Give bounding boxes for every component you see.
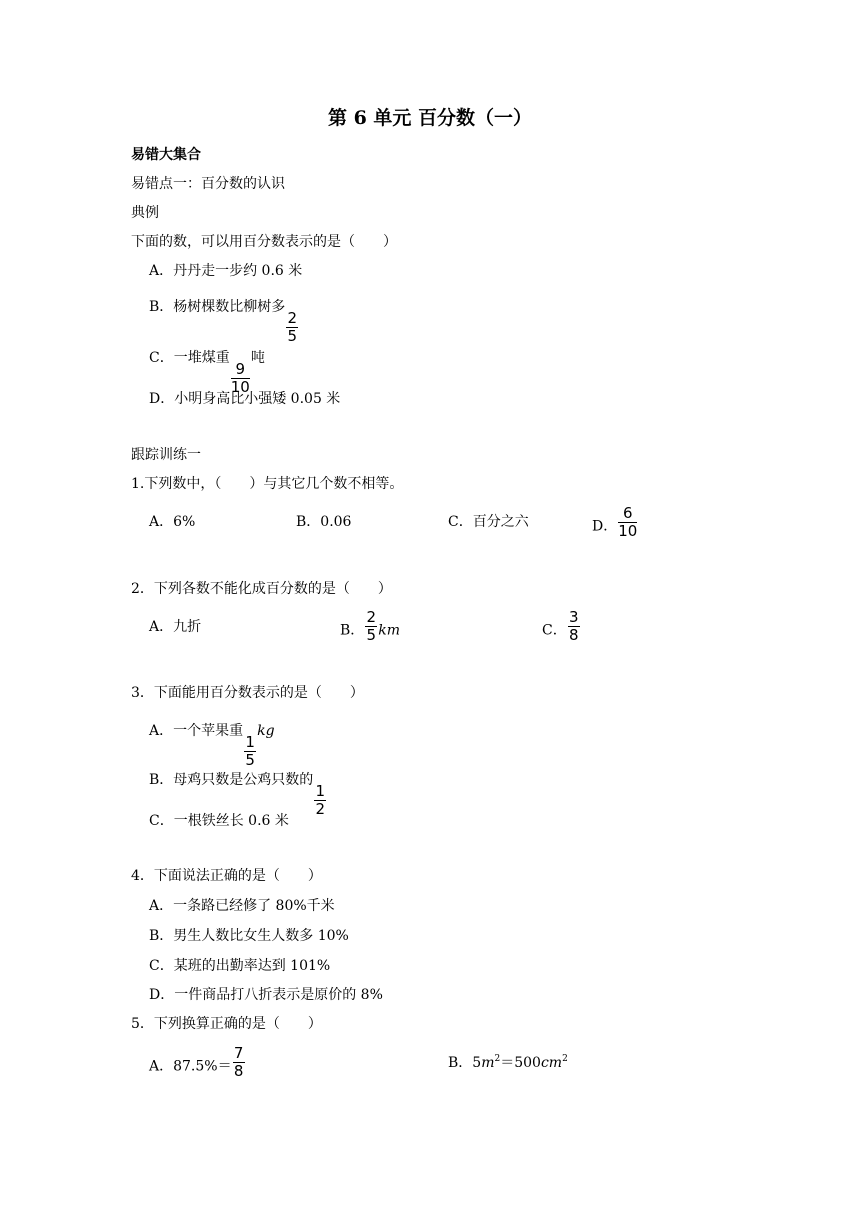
error-point-heading: 易错点一：百分数的认识: [131, 176, 285, 192]
fraction: $\frac{9}{10}$: [230, 360, 250, 396]
fraction: $\frac{7}{8}$: [233, 1044, 244, 1080]
q2-option-b: B． $\frac{2}{5}$ km: [340, 608, 401, 644]
track-label: 跟踪训练一: [131, 447, 201, 463]
q4-option-b: B．男生人数比女生人数多 10%: [149, 928, 349, 944]
q4-stem: 4．下面说法正确的是（ ）: [131, 868, 322, 884]
example-option-a: A．丹丹走一步约 0.6 米: [149, 263, 303, 279]
q5-option-a: A．87.5%＝ $\frac{7}{8}$: [149, 1044, 244, 1080]
q5-stem: 5．下列换算正确的是（ ）: [131, 1016, 322, 1032]
q1-option-c: C．百分之六: [448, 514, 529, 530]
q2-option-a: A．九折: [149, 619, 202, 635]
page-title: 第 6 单元 百分数（一）: [327, 107, 533, 129]
q1-stem: 1.下列数中，（ ）与其它几个数不相等。: [131, 476, 404, 492]
example-label: 典例: [131, 205, 159, 221]
fraction: $\frac{2}{5}$: [366, 608, 377, 644]
example-option-d: D．小明身高比小强矮 0.05 米: [149, 391, 341, 407]
q1-option-a: A．6%: [149, 514, 196, 530]
fraction: $\frac{2}{5}$: [287, 309, 298, 345]
q4-option-a: A．一条路已经修了 80%千米: [149, 898, 335, 914]
q3-option-b: B．母鸡只数是公鸡只数的 $\frac{1}{2}$: [149, 772, 326, 818]
q5-option-b: B．$5m^2=500cm^2$: [448, 1054, 568, 1071]
q2-option-c: C． $\frac{3}{8}$: [542, 608, 579, 644]
fraction: $\frac{1}{5}$: [245, 733, 255, 769]
q1-option-b: B．0.06: [296, 514, 352, 530]
fraction: $\frac{6}{10}$: [618, 504, 638, 540]
q3-stem: 3．下面能用百分数表示的是（ ）: [131, 685, 364, 701]
example-option-b: B．杨树棵数比柳树多 $\frac{2}{5}$: [149, 299, 298, 345]
q1-option-d: D． $\frac{6}{10}$: [592, 504, 638, 540]
q4-option-d: D．一件商品打八折表示是原价的 8%: [149, 987, 383, 1003]
example-stem: 下面的数，可以用百分数表示的是（ ）: [131, 234, 397, 250]
q2-stem: 2．下列各数不能化成百分数的是（ ）: [131, 581, 392, 597]
fraction: $\frac{1}{2}$: [315, 782, 326, 818]
q4-option-c: C．某班的出勤率达到 101%: [149, 958, 331, 974]
q3-option-a: A．一个苹果重 $\frac{1}{5}$ kg: [149, 723, 275, 769]
fraction: $\frac{3}{8}$: [568, 608, 579, 644]
q3-option-c: C．一根铁丝长 0.6 米: [149, 813, 289, 829]
section-heading: 易错大集合: [131, 147, 201, 163]
example-option-c: C．一堆煤重 $\frac{9}{10}$ 吨: [149, 350, 265, 396]
